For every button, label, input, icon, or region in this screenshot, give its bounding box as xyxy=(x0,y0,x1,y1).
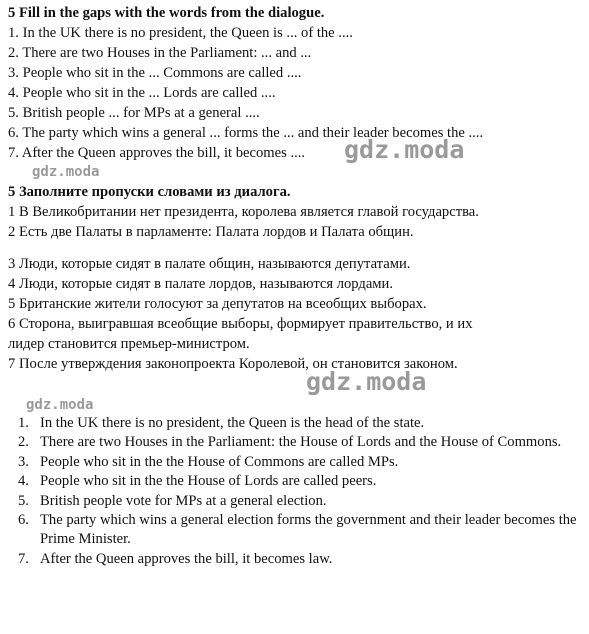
exercise-item-ru-5: 5 Британские жители голосуют за депутатов на всеобщих выборах. xyxy=(8,296,427,312)
exercise-item-en-4: 4. People who sit in the ... Lords are called .... xyxy=(8,85,276,101)
answer-item-1 xyxy=(0,414,589,433)
exercise-item-en-7: 7. After the Queen approves the bill, it becomes .... xyxy=(8,145,306,161)
exercise-item-ru-6: 6 Сторона, выигравшая всеобщие выборы, формирует правительство, и их xyxy=(8,316,473,332)
exercise-item-en-5: 5. British people ... for MPs at a general .... xyxy=(8,105,260,121)
answer-text: There are two Houses in the Parliament: the House of Lords and the House of Commons. xyxy=(40,434,562,451)
answer-text: People who sit in the the House of Lords are called peers. xyxy=(40,473,377,490)
answer-number: 5. xyxy=(18,492,29,509)
answer-number: 2. xyxy=(18,434,29,451)
exercise-item-en-3: 3. People who sit in the ... Commons are called .... xyxy=(8,65,302,81)
exercise-item-en-1: 1. In the UK there is no president, the Queen is ... of the .... xyxy=(8,25,353,41)
answer-text: People who sit in the the House of Commons are called MPs. xyxy=(40,453,399,470)
answer-item-7 xyxy=(0,550,589,569)
exercise-item-en-2: 2. There are two Houses in the Parliament: ... and ... xyxy=(8,45,312,61)
exercise-item-ru-6-cont: лидер становится премьер-министром. xyxy=(8,336,250,352)
answer-text: British people vote for MPs at a general election. xyxy=(40,492,327,509)
watermark-small: gdz.moda xyxy=(32,164,100,180)
answer-text: The party which wins a general election forms the government and their leader becomes the Prime Minister. xyxy=(40,512,577,548)
watermark-logo: gdz.moda xyxy=(306,367,427,396)
exercise-item-ru-7: 7 После утверждения законопроекта Королевой, он становится законом. xyxy=(8,356,458,372)
exercise-heading-en: 5 Fill in the gaps with the words from the dialogue. xyxy=(8,5,325,21)
answer-item-3 xyxy=(0,453,589,472)
exercise-item-ru-1: 1 В Великобритании нет президента, королева является главой государства. xyxy=(8,204,479,220)
watermark-small: gdz.moda xyxy=(26,397,94,413)
answer-number: 6. xyxy=(18,512,29,529)
answer-number: 1. xyxy=(18,415,29,431)
answer-item-5 xyxy=(0,492,589,511)
exercise-item-ru-4: 4 Люди, которые сидят в палате лордов, называются лордами. xyxy=(8,276,394,292)
answer-item-6 xyxy=(0,511,589,550)
answer-number: 4. xyxy=(18,473,29,490)
exercise-item-en-6: 6. The party which wins a general ... forms the ... and their leader becomes the .... xyxy=(8,125,484,141)
exercise-item-ru-3: 3 Люди, которые сидят в палате общин, называются депутатами. xyxy=(8,256,411,272)
exercise-heading-ru: 5 Заполните пропуски словами из диалога. xyxy=(8,184,291,200)
answer-number: 7. xyxy=(18,550,29,567)
answer-text: After the Queen approves the bill, it becomes law. xyxy=(40,550,333,567)
exercise-item-ru-2: 2 Есть две Палаты в парламенте: Палата лордов и Палата общин. xyxy=(8,224,414,240)
answer-item-4 xyxy=(0,472,589,491)
watermark-logo: gdz.moda xyxy=(344,135,465,164)
answer-text: In the UK there is no president, the Queen is the head of the state. xyxy=(40,415,425,431)
answer-number: 3. xyxy=(18,453,29,470)
answer-item-2 xyxy=(0,433,589,452)
answer-list xyxy=(0,414,589,569)
